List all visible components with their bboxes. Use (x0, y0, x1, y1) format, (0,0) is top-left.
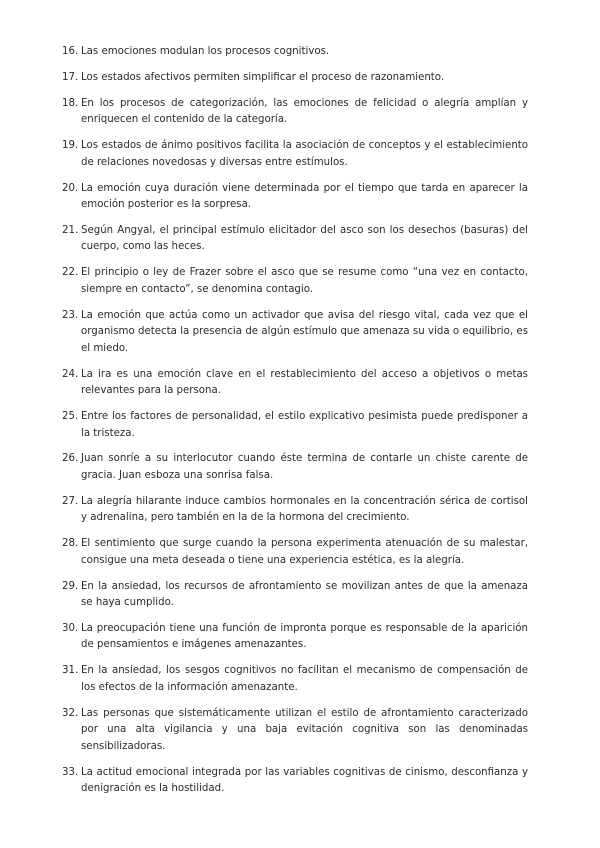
item-number: 33. (62, 766, 79, 778)
item-number: 28. (62, 538, 79, 550)
item-number: 19. (62, 140, 79, 152)
item-text: La emoción que actúa como un activador que avisa del riesgo vital, cada vez que el organismo detecta la presencia de algún estímulo que amenaza su vida o equilibrio, es el miedo. (81, 309, 528, 354)
list-item (62, 494, 528, 527)
list-item (62, 706, 528, 756)
list-item (62, 96, 528, 129)
list-item (62, 70, 528, 87)
list-item (62, 663, 528, 696)
item-text: Según Angyal, el principal estímulo elicitador del asco son los desechos (basuras) del cuerpo, como las heces. (81, 224, 528, 253)
statement-list (62, 44, 528, 807)
item-text: Los estados de ánimo positivos facilita la asociación de conceptos y el establecimiento de relaciones novedosas y diversas entre estímulos. (81, 140, 528, 168)
item-text: El sentimiento que surge cuando la persona experimenta atenuación de su malestar, consigue una meta deseada o tiene una experiencia estética, es la alegría. (81, 538, 528, 566)
list-item (62, 265, 528, 298)
list-item (62, 223, 528, 256)
item-text: Entre los factores de personalidad, el estilo explicativo pesimista puede predisponer a la tristeza. (81, 411, 528, 439)
item-number: 17. (62, 71, 79, 83)
item-number: 16. (62, 46, 79, 57)
item-text: Juan sonríe a su interlocutor cuando éste termina de contarle un chiste carente de gracia. Juan esboza una sonrisa falsa. (81, 453, 528, 481)
item-number: 20. (62, 182, 79, 194)
item-number: 27. (62, 495, 79, 507)
item-text: En la ansiedad, los recursos de afrontamiento se movilizan antes de que la amenaza se haya cumplido. (81, 580, 528, 609)
item-number: 32. (62, 707, 79, 719)
item-text: La alegría hilarante induce cambios hormonales en la concentración sérica de cortisol y adrenalina, pero también en la de la hormona del crecimiento. (81, 495, 528, 524)
item-number: 29. (62, 580, 79, 592)
item-number: 31. (62, 665, 79, 677)
item-text: La actitud emocional integrada por las variables cognitivas de cinismo, desconfianza y denigración es la hostilidad. (81, 766, 528, 795)
list-item (62, 409, 528, 442)
list-item (62, 138, 528, 171)
list-item (62, 621, 528, 654)
item-text: Las emociones modulan los procesos cognitivos. (81, 46, 330, 57)
item-number: 30. (62, 622, 79, 634)
item-number: 18. (62, 97, 79, 109)
list-item (62, 765, 528, 798)
item-text: El principio o ley de Frazer sobre el asco que se resume como “una vez en contacto, siempre en contacto”, se denomina contagio. (81, 267, 528, 295)
item-number: 22. (62, 267, 79, 279)
item-text: Los estados afectivos permiten simplificar el proceso de razonamiento. (81, 71, 445, 83)
list-item (62, 308, 528, 358)
item-number: 21. (62, 224, 79, 236)
item-text: La preocupación tiene una función de impronta porque es responsable de la aparición de pensamientos e imágenes amenazantes. (81, 622, 528, 651)
item-number: 26. (62, 453, 79, 465)
item-number: 23. (62, 309, 79, 321)
item-text: En los procesos de categorización, las emociones de felicidad o alegría amplían y enriquecen el contenido de la categoría. (81, 97, 528, 126)
item-text: La ira es una emoción clave en el restablecimiento del acceso a objetivos o metas relevantes para la persona. (81, 368, 528, 397)
item-text: La emoción cuya duración viene determinada por el tiempo que tarda en aparecer la emoción posterior es la sorpresa. (81, 182, 528, 211)
item-text: Las personas que sistemáticamente utilizan el estilo de afrontamiento caracterizado por una alta vigilancia y una baja evitación cognitiva son las denominadas sensibilizadoras. (81, 707, 528, 752)
item-number: 24. (62, 368, 79, 380)
list-item (62, 44, 528, 61)
list-item (62, 579, 528, 612)
item-text: En la ansiedad, los sesgos cognitivos no facilitan el mecanismo de compensación de los efectos de la información amenazante. (81, 665, 528, 693)
item-number: 25. (62, 411, 79, 423)
list-item (62, 367, 528, 400)
list-item (62, 451, 528, 484)
list-item (62, 536, 528, 569)
list-item (62, 181, 528, 214)
